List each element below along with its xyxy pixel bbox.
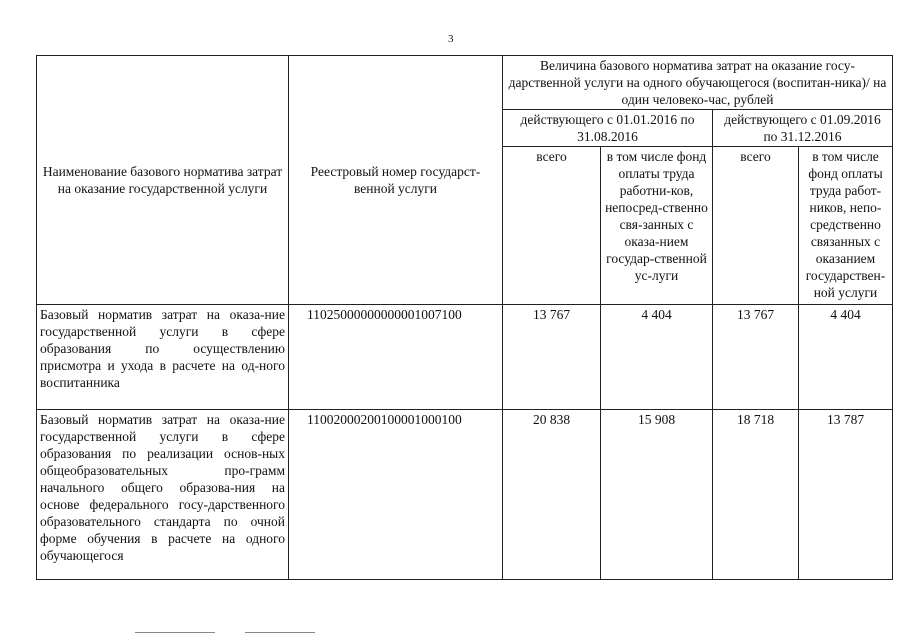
row-total-2: 18 718: [713, 410, 799, 580]
table-row: [37, 410, 893, 580]
header-value: Величина базового норматива затрат на оказание госу-дарственной услуги на одного обучающегося (воспитан-ника)/ на один человеко-час, рублей: [503, 56, 893, 110]
table-row: [37, 305, 893, 410]
header-total-1: всего: [503, 147, 601, 305]
signature-line-left: [135, 632, 215, 633]
row-total-1: 13 767: [503, 305, 601, 410]
row-registry: 11025000000000001007100: [289, 305, 503, 410]
row-registry: 11002000200100001000100: [289, 410, 503, 580]
row-total-2: 13 767: [713, 305, 799, 410]
header-incl-1: в том числе фонд оплаты труда работни-ков, непосред-ственно свя-занных с оказа-нием государ-ственной ус-луги: [601, 147, 713, 305]
norms-table: [36, 55, 893, 580]
row-incl-1: 4 404: [601, 305, 713, 410]
signature-line-right: [245, 632, 315, 633]
row-incl-2: 13 787: [799, 410, 893, 580]
header-incl-2: в том числе фонд оплаты труда работ-ников, непо-средственно связанных с оказанием государствен-ной услуги: [799, 147, 893, 305]
page-number: 3: [448, 33, 454, 45]
header-registry: Реестровый номер государст-венной услуги: [289, 56, 503, 305]
header-period-1: действующего с 01.01.2016 по 31.08.2016: [503, 110, 713, 147]
header-period-2: действующего с 01.09.2016 по 31.12.2016: [713, 110, 893, 147]
row-incl-1: 15 908: [601, 410, 713, 580]
row-name: Базовый норматив затрат на оказа-ние государственной услуги в сфере образования по осуществлению присмотра и ухода в расчете на од-ного воспитанника: [37, 305, 289, 410]
header-name: Наименование базового норматива затрат на оказание государственной услуги: [37, 56, 289, 305]
row-name: Базовый норматив затрат на оказа-ние государственной услуги в сфере образования по реализации основ-ных общеобразовательных про-грамм начального общего образова-ния на основе федерального госу-дарственного образовательного стандарта по очной форме обучения в расчете на одного обучающегося: [37, 410, 289, 580]
row-incl-2: 4 404: [799, 305, 893, 410]
row-total-1: 20 838: [503, 410, 601, 580]
header-total-2: всего: [713, 147, 799, 305]
